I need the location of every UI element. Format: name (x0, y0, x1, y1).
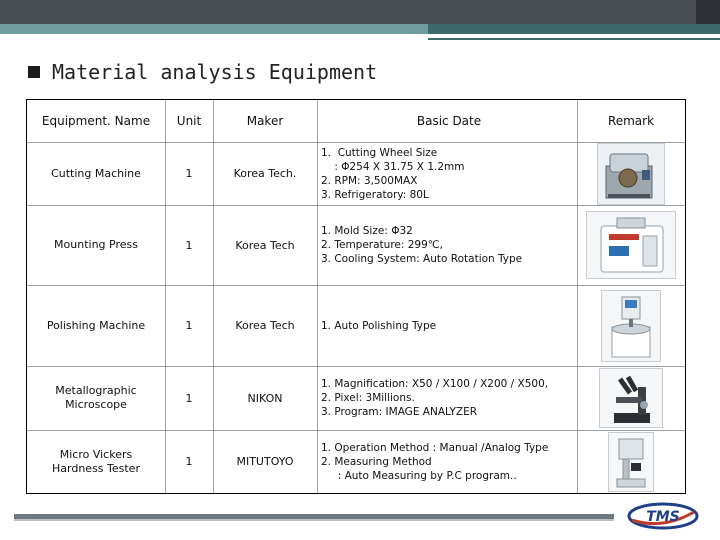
header-remark: Remark (607, 114, 655, 128)
column-divider (577, 100, 578, 493)
footer-bar-shadow (14, 519, 614, 521)
cutting-machine-photo (597, 143, 665, 205)
equipment-remark (577, 430, 685, 493)
equipment-maker: MITUTOYO (236, 455, 294, 468)
header-name: Equipment. Name (41, 114, 151, 128)
column-divider (213, 100, 214, 493)
equipment-table (26, 99, 686, 494)
table-row (27, 205, 685, 286)
equipment-basic: 1. Operation Method : Manual /Analog Type 2. Measuring Method : Auto Measuring by P.C program.. (321, 441, 549, 482)
equipment-remark (577, 366, 685, 430)
equipment-name: Metallographic Microscope (55, 384, 137, 411)
microscope-photo (599, 368, 663, 428)
header-maker: Maker (246, 114, 284, 128)
equipment-unit: 1 (185, 391, 193, 405)
table-row (27, 142, 685, 206)
equipment-remark (577, 142, 685, 205)
equipment-maker: NIKON (247, 391, 283, 405)
equipment-name: Mounting Press (54, 238, 138, 251)
equipment-basic: 1. Auto Polishing Type (321, 319, 437, 332)
mounting-press-photo (586, 211, 676, 279)
page-title (28, 58, 377, 86)
tms-logo (626, 500, 700, 532)
equipment-unit: 1 (185, 167, 193, 180)
equipment-maker: Korea Tech (235, 238, 295, 252)
table-header-row (27, 100, 685, 143)
hardness-tester-photo (608, 432, 654, 492)
equipment-unit: 1 (185, 455, 193, 468)
accent-line (428, 38, 720, 40)
header-basic: Basic Date (416, 114, 482, 128)
equipment-maker: Korea Tech (235, 319, 295, 332)
equipment-remark (577, 205, 685, 285)
equipment-basic: 1. Mold Size: Φ32 2. Temperature: 299℃, 3. Cooling System: Auto Rotation Type (321, 225, 523, 265)
column-divider (317, 100, 318, 493)
title-bullet-icon (28, 66, 40, 78)
polishing-machine-photo (601, 290, 661, 362)
page-title-text: Material analysis Equipment (52, 60, 378, 84)
equipment-name: Micro Vickers Hardness Tester (52, 447, 140, 475)
equipment-basic: 1. Cutting Wheel Size : Φ254 X 31.75 X 1.2mm 2. RPM: 3,500MAX 3. Refrigeratory: 80L (321, 146, 465, 201)
equipment-basic: 1. Magnification: X50 / X100 / X200 / X500, 2. Pixel: 3Millions. 3. Program: IMAGE ANALYZER (321, 378, 549, 418)
accent-bar (0, 24, 720, 34)
header-unit: Unit (176, 114, 202, 128)
equipment-unit: 1 (185, 238, 193, 252)
accent-bar-segment (428, 24, 720, 34)
column-divider (165, 100, 166, 493)
equipment-name: Polishing Machine (46, 318, 146, 332)
table-row (27, 366, 685, 431)
table-row (27, 430, 685, 493)
equipment-remark (577, 285, 685, 366)
equipment-maker: Korea Tech. (233, 167, 297, 180)
top-bar-corner (696, 0, 720, 24)
logo-text: TMS (646, 509, 680, 525)
table-row (27, 285, 685, 367)
equipment-name: Cutting Machine (51, 166, 141, 180)
top-bar (0, 0, 720, 24)
equipment-unit: 1 (185, 319, 193, 332)
